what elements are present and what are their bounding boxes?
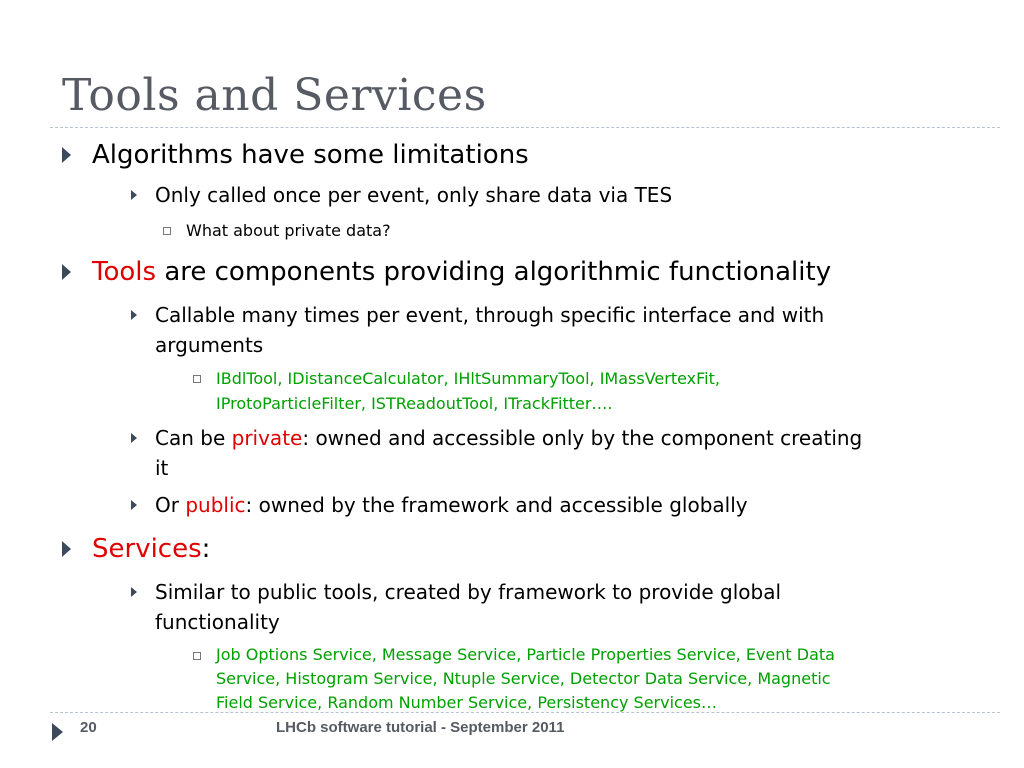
sub-bullet-public (155, 490, 748, 520)
text-fragment: : owned by the framework and accessible globally (245, 493, 748, 517)
text-fragment: Can be (155, 426, 232, 450)
text-fragment: : (201, 534, 211, 564)
slide-title: Tools and Services (62, 70, 487, 121)
square-bullet-icon (193, 652, 201, 660)
tool-list-line1: IBdlTool, IDistanceCalculator, IHltSummaryTool, IMassVertexFit, (216, 369, 720, 388)
sub-sub-bullet-tool-list (216, 366, 720, 416)
bullet-arrow-icon (62, 147, 71, 163)
bullet-arrow-icon (62, 541, 71, 557)
sub-bullet-text-line2: functionality (155, 610, 280, 634)
square-bullet-icon (193, 375, 201, 383)
sub-bullet-text-line1: Similar to public tools, created by framework to provide global (155, 580, 782, 604)
text-fragment: Or (155, 493, 186, 517)
bullet-services (92, 533, 210, 565)
highlight-services: Services (92, 534, 202, 564)
service-list-line2: Service, Histogram Service, Ntuple Service, Detector Data Service, Magnetic (216, 669, 831, 688)
text-fragment: : owned and accessible only by the component creating (302, 426, 863, 450)
sub-sub-bullet-service-list (216, 643, 835, 715)
highlight-private: private (231, 426, 303, 450)
footer-text: LHCb software tutorial - September 2011 (276, 719, 565, 736)
sub-bullet-private (155, 423, 862, 483)
sub-bullet-arrow-icon (131, 433, 137, 443)
footer-arrow-icon (52, 723, 63, 741)
square-bullet-icon (163, 227, 171, 235)
sub-bullet-callable (155, 300, 824, 360)
page-number: 20 (80, 719, 97, 736)
sub-sub-bullet-text: What about private data? (186, 221, 391, 240)
bullet-algorithms (92, 139, 529, 171)
sub-bullet-text-line1: Callable many times per event, through specific interface and with (155, 303, 825, 327)
sub-bullet-only-called (155, 180, 672, 210)
sub-bullet-similar (155, 577, 781, 637)
bullet-arrow-icon (62, 264, 71, 280)
highlight-public: public (185, 493, 246, 517)
service-list-line3: Field Service, Random Number Service, Persistency Services… (216, 693, 718, 712)
tool-list-line2: IProtoParticleFilter, ISTReadoutTool, ITrackFitter…. (216, 394, 613, 413)
bullet-text: Algorithms have some limitations (92, 140, 529, 170)
title-divider (50, 127, 1000, 128)
sub-bullet-arrow-icon (131, 190, 137, 200)
sub-bullet-arrow-icon (131, 500, 137, 510)
highlight-tools: Tools (92, 257, 157, 287)
sub-bullet-arrow-icon (131, 310, 137, 320)
bullet-text: are components providing algorithmic functionality (156, 257, 832, 287)
sub-bullet-text: Only called once per event, only share data via TES (155, 183, 673, 207)
sub-bullet-text-line2: it (155, 456, 169, 480)
bullet-tools (92, 256, 831, 288)
sub-bullet-arrow-icon (131, 587, 137, 597)
sub-sub-bullet-private-data (186, 218, 391, 243)
sub-bullet-text-line2: arguments (155, 333, 264, 357)
footer-divider (50, 712, 1000, 713)
service-list-line1: Job Options Service, Message Service, Particle Properties Service, Event Data (216, 645, 835, 664)
